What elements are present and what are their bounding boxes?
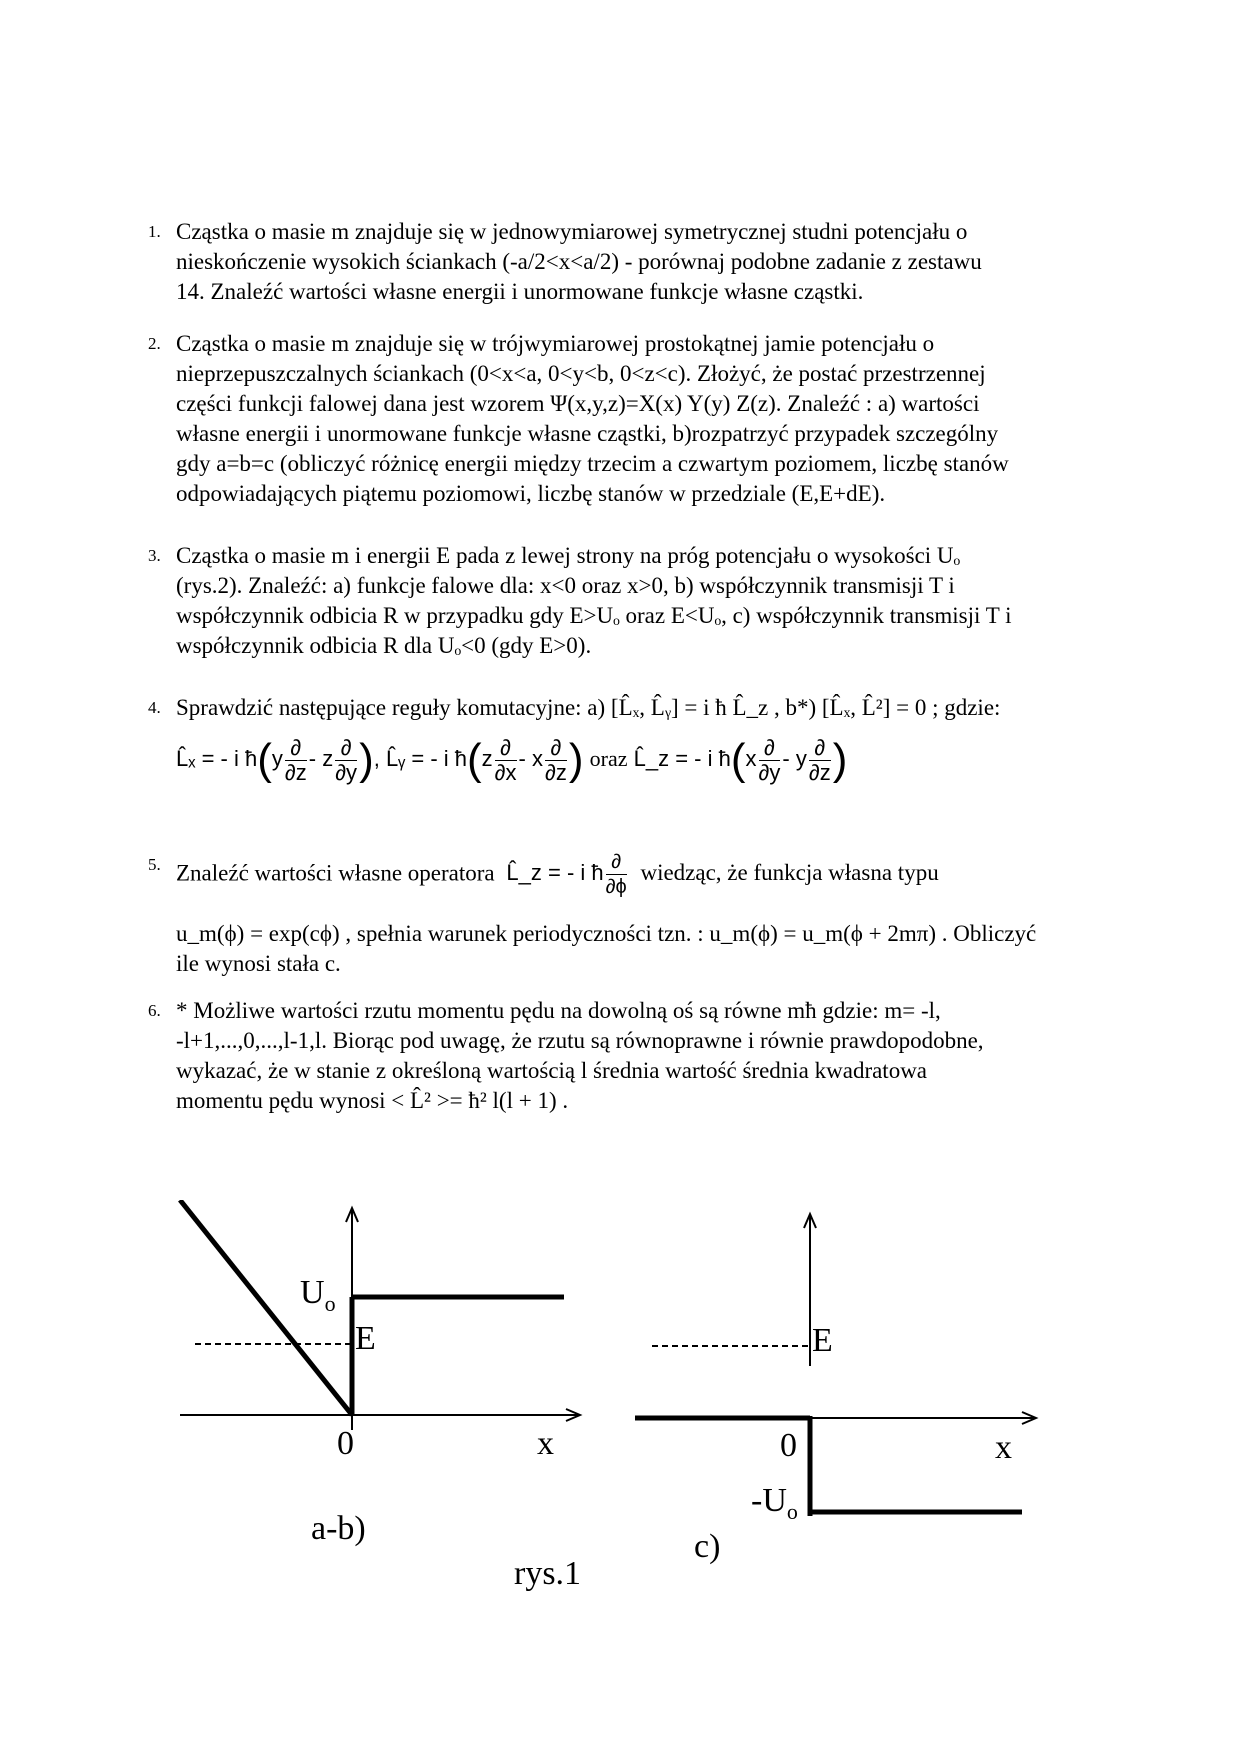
step-potential-diagram-c: [630, 1206, 1050, 1436]
energy-label: E: [355, 1320, 376, 1357]
problem-number: 3.: [148, 546, 161, 565]
x-axis-label: x: [995, 1429, 1012, 1466]
problem-number: 2.: [148, 334, 161, 353]
text-line: momentu pędu wynosi < L̂² >= ħ² l(l + 1) .: [176, 1088, 569, 1113]
text-line: odpowiadających piątemu poziomowi, liczbę stanów w przedziale (E,E+dE).: [176, 481, 886, 506]
origin-label: 0: [780, 1427, 797, 1464]
text-line: współczynnik odbicia R w przypadku gdy E>Uₒ oraz E<Uₒ, c) współczynnik transmisji T i: [176, 603, 1012, 628]
neg-u0-label: $-U_o$: [751, 1482, 798, 1524]
problem-number: 4.: [148, 698, 161, 717]
angular-momentum-formulas: L̂ₓ = - i ħ(y $\frac{\partial}{\partial z}$ - z $\frac{\partial}{\partial y}$ ), L̂ᵧ = - i ħ(z $\frac{\partial}{\partial x}$ - x $\frac{\partial}{\partial z}$ ) oraz L̂_z = - i ħ(x $\frac{\partial}{\partial y}$ - y $\frac{\partial}{\partial z}$ ): [176, 734, 848, 785]
problem-number: 5.: [148, 855, 161, 874]
step-potential-diagram-c-bottom: [630, 1416, 1050, 1526]
text-line: części funkcji falowej dana jest wzorem Ψ(x,y,z)=X(x) Y(y) Z(z). Znaleźć : a) wartości: [176, 391, 980, 416]
text-line: Cząstka o masie m znajduje się w trójwymiarowej prostokątnej jamie potencjału o: [176, 331, 935, 356]
text-line: gdy a=b=c (obliczyć różnicę energii między trzecim a czwartym poziomem, liczbę stanów: [176, 451, 1009, 476]
text-line: * Możliwe wartości rzutu momentu pędu na dowolną oś są równe mħ gdzie: m= -l,: [176, 998, 941, 1023]
figure-title: rys.1: [514, 1555, 582, 1592]
text-line: Sprawdzić następujące reguły komutacyjne: a) [L̂ₓ, L̂ᵧ] = i ħ L̂_z , b*) [L̂ₓ, L̂²] = 0 ; gdzie:: [176, 695, 1001, 720]
step-potential-diagram-ab: [170, 1200, 590, 1430]
text-line: Znaleźć wartości własne operatora L̂_z = - i ħ $\frac{\partial}{\partial\phi}$ wiedząc, że funkcja własna typu: [176, 851, 939, 898]
caption-c: c): [694, 1528, 721, 1565]
text-line: u_m(ϕ) = exp(cϕ) , spełnia warunek periodyczności tzn. : u_m(ϕ) = u_m(ϕ + 2mπ) . Obliczyć: [176, 921, 1037, 946]
origin-label: 0: [337, 1425, 354, 1462]
problem-number: 6.: [148, 1001, 161, 1020]
text-line: nieskończenie wysokich ściankach (-a/2<x<a/2) - porównaj podobne zadanie z zestawu: [176, 249, 982, 274]
u0-label: $U_o$: [300, 1274, 336, 1316]
lz-label: L̂_z = - i ħ: [633, 746, 731, 771]
text-line: -l+1,...,0,...,l-1,l. Biorąc pod uwagę, że rzutu są równoprawne i równie prawdopodobne,: [176, 1028, 984, 1053]
ly-label: , L̂ᵧ = - i ħ: [373, 746, 467, 771]
text-line: wykazać, że w stanie z określoną wartością l średnia wartość średnia kwadratowa: [176, 1058, 928, 1083]
text-line: ile wynosi stała c.: [176, 951, 341, 976]
text-line: nieprzepuszczalnych ściankach (0<x<a, 0<y<b, 0<z<c). Złożyć, że postać przestrzennej: [176, 361, 986, 386]
text-line: współczynnik odbicia R dla Uₒ<0 (gdy E>0).: [176, 633, 592, 658]
caption-ab: a-b): [311, 1510, 366, 1547]
text-line: Cząstka o masie m znajduje się w jednowymiarowej symetrycznej studni potencjału o: [176, 219, 968, 244]
x-axis-label: x: [537, 1425, 554, 1462]
text-line: 14. Znaleźć wartości własne energii i unormowane funkcje własne cząstki.: [176, 279, 864, 304]
problem-number: 1.: [148, 222, 161, 241]
text-line: własne energii i unormowane funkcje własne cząstki, b)rozpatrzyć przypadek szczególny: [176, 421, 999, 446]
lz-operator: L̂_z = - i ħ $\frac{\partial}{\partial\phi}$: [506, 851, 627, 898]
text-line: (rys.2). Znaleźć: a) funkcje falowe dla: x<0 oraz x>0, b) współczynnik transmisji T i: [176, 573, 955, 598]
energy-label: E: [812, 1322, 833, 1359]
lx-label: L̂ₓ = - i ħ: [176, 746, 258, 771]
text-line: Cząstka o masie m i energii E pada z lewej strony na próg potencjału o wysokości Uₒ: [176, 543, 961, 568]
